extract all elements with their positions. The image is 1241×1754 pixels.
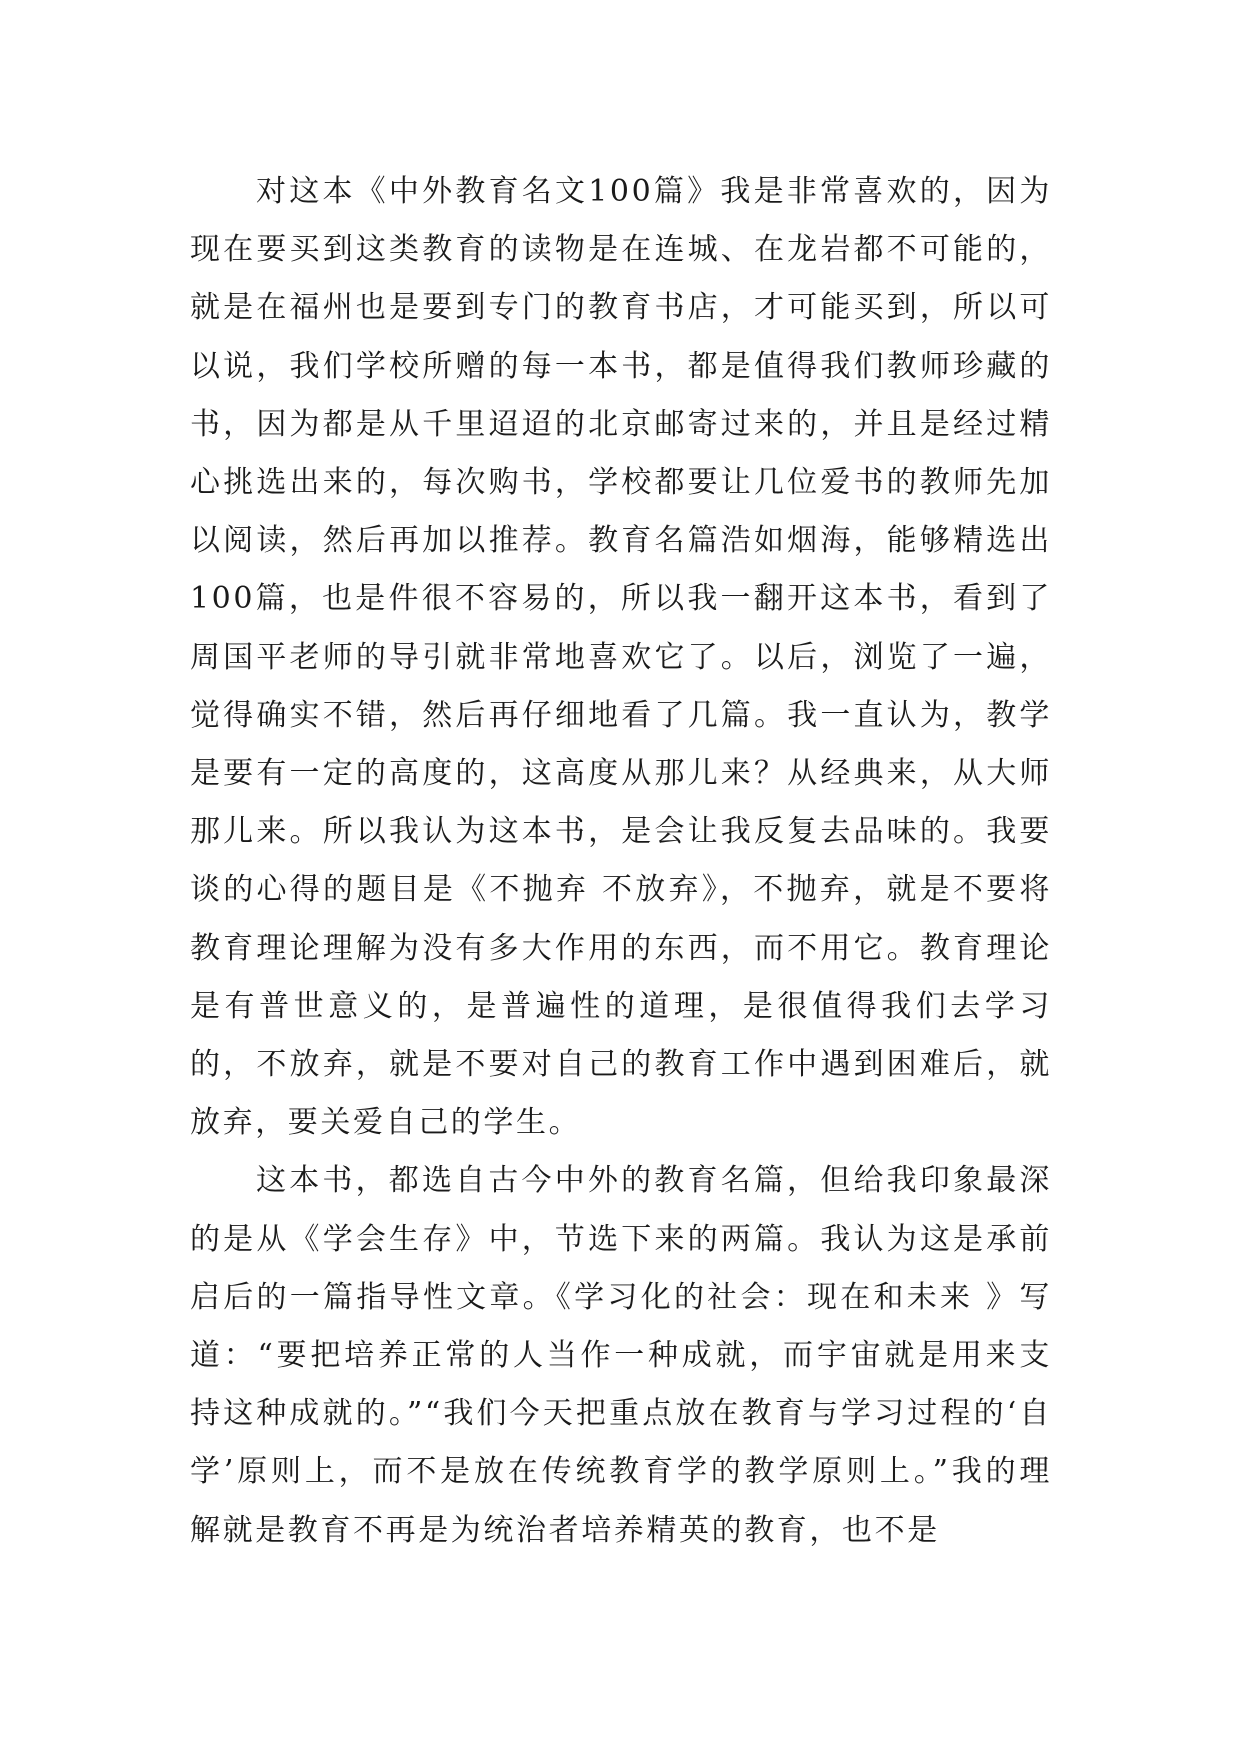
paragraph-1: 对这本《中外教育名文100篇》我是非常喜欢的，因为现在要买到这类教育的读物是在连城、在龙岩都不可能的，就是在福州也是要到专门的教育书店，才可能买到，所以可以说，我们学校所赠的每一本书，都是值得我们教师珍藏的书，因为都是从千里迢迢的北京邮寄过来的，并且是经过精心挑选出来的，每次购书，学校都要让几位爱书的教师先加以阅读，然后再加以推荐。教育名篇浩如烟海，能够精选出100篇，也是件很不容易的，所以我一翻开这本书，看到了周国平老师的导引就非常地喜欢它了。以后，浏览了一遍，觉得确实不错，然后再仔细地看了几篇。我一直认为，教学是要有一定的高度的，这高度从那儿来？从经典来，从大师那儿来。所以我认为这本书，是会让我反复去品味的。我要谈的心得的题目是《不抛弃 不放弃》，不抛弃，就是不要将教育理论理解为没有多大作用的东西，而不用它。教育理论是有普世意义的，是普遍性的道理，是很值得我们去学习的，不放弃，就是不要对自己的教育工作中遇到困难后，就放弃，要关爱自己的学生。 <box>190 174 1052 1141</box>
body-text <box>190 163 1052 1560</box>
paragraph-2: 这本书，都选自古今中外的教育名篇，但给我印象最深的是从《学会生存》中，节选下来的两篇。我认为这是承前启后的一篇指导性文章。《学习化的社会：现在和未来 》写道：“要把培养正常的人当作一种成就，而宇宙就是用来支持这种成就的。”“我们今天把重点放在教育与学习过程的‘自学’原则上，而不是放在传统教育学的教学原则上。”我的理解就是教育不再是为统治者培养精英的教育，也不是 <box>190 1163 1052 1548</box>
